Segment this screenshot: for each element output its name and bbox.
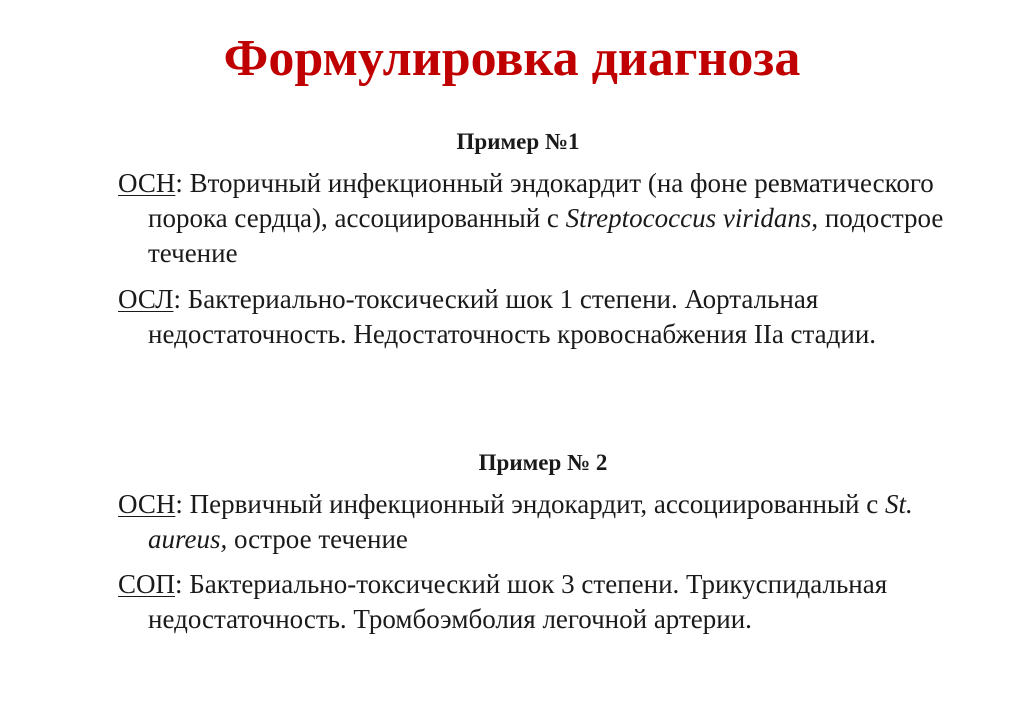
slide-title: Формулировка диагноза — [223, 30, 801, 87]
example-1-heading: Пример №1 — [456, 129, 580, 154]
primary-diagnosis-abbr: ОСН — [118, 489, 176, 519]
complications-text: : Бактериально-токсический шок 1 степени. Аортальная недостаточность. Недостаточность кровоснабжения IIa стадии. — [148, 284, 877, 349]
primary-diagnosis-course: , подострое течение — [148, 203, 944, 268]
primary-diagnosis-text: : Первичный инфекционный эндокардит, ассоциированный с — [175, 489, 885, 519]
example-2-primary-diagnosis — [118, 487, 948, 557]
concomitant-abbr: СОП — [118, 569, 176, 599]
example-2-concomitant — [118, 567, 948, 637]
primary-diagnosis-abbr: ОСН — [118, 168, 176, 198]
complications-abbr: ОСЛ — [118, 284, 174, 314]
primary-diagnosis-text: : Вторичный инфекционный эндокардит (на фоне ревматического порока сердца), ассоциированный с — [148, 168, 934, 233]
primary-diagnosis-course: острое течение — [227, 524, 408, 554]
pathogen-name: St. aureus, — [148, 489, 913, 554]
pathogen-name: Streptococcus viridans — [565, 203, 812, 233]
example-1-primary-diagnosis — [118, 166, 948, 271]
example-2-heading: Пример № 2 — [478, 450, 608, 475]
example-1-complications — [118, 282, 948, 352]
concomitant-text: : Бактериально-токсический шок 3 степени. Трикуспидальная недостаточность. Тромбоэмболия легочной артерии. — [148, 569, 888, 634]
